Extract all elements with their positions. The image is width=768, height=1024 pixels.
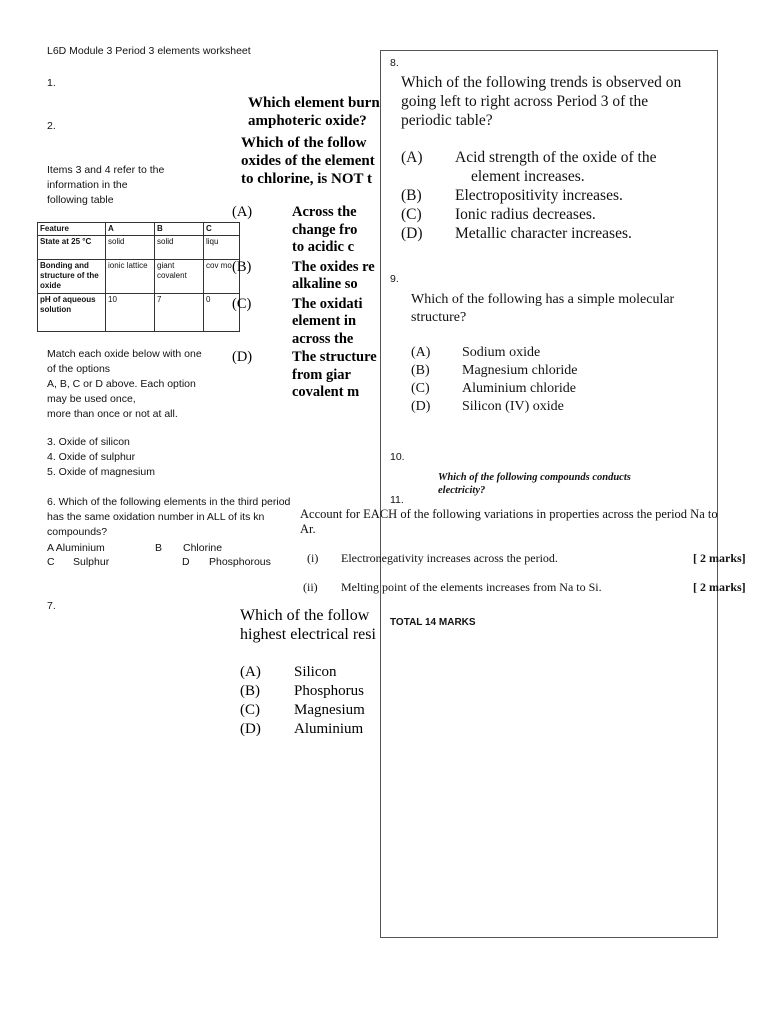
option-line: Ionic radius decreases. (455, 206, 596, 223)
table-header-row (38, 223, 240, 236)
option-letter: (B) (411, 363, 430, 378)
right-panel (380, 50, 718, 938)
q11-part-i-marks: [ 2 marks] (693, 551, 746, 565)
option-letter: (C) (232, 295, 252, 312)
q9-options (411, 344, 577, 416)
option-text: Phosphorus (294, 683, 365, 699)
option-text: Aluminium (294, 721, 364, 737)
option-letter: (A) (240, 664, 261, 680)
oxide-item: 5. Oxide of magnesium (47, 466, 155, 478)
oxide-list (47, 435, 155, 480)
question-7-number: 7. (47, 600, 56, 612)
table-row (38, 294, 240, 332)
items-intro-line: information in the (47, 179, 128, 191)
table-row (38, 260, 240, 294)
match-instructions (47, 347, 237, 422)
q6-line: has the same oxidation number in ALL of its kn (47, 511, 265, 523)
table-header-cell: A (106, 223, 155, 236)
oxide-item: 4. Oxide of sulphur (47, 451, 136, 463)
scan-q7-option (240, 701, 365, 720)
option-line: The oxides re (292, 258, 375, 275)
q10-stem (438, 471, 631, 497)
feature-table (37, 222, 240, 332)
option-text: Magnesium (294, 702, 365, 718)
q8-option-d (401, 224, 713, 243)
match-line: Match each oxide below with one (47, 348, 202, 360)
q8-line: going left to right across Period 3 of the (401, 93, 649, 110)
scan-q7-line: Which of the follow (240, 607, 370, 624)
q11-stem (300, 507, 766, 537)
q9-stem (411, 291, 711, 327)
scan-q2-line: Which of the follow (241, 135, 367, 151)
q6-option-a: A Aluminium (47, 542, 105, 554)
question-10-number: 10. (390, 451, 405, 463)
items-intro (47, 163, 237, 208)
question-6-stem (47, 495, 290, 540)
table-cell: Bonding and structure of the oxide (38, 260, 106, 294)
items-intro-line: following table (47, 194, 114, 206)
option-letter: (B) (240, 683, 260, 699)
q6-option-c-letter: C (47, 556, 55, 568)
option-letter: (A) (232, 204, 253, 220)
table-cell: liqu (204, 236, 240, 260)
option-letter: (D) (240, 721, 261, 737)
table-cell: cov mo (204, 260, 240, 294)
q8-option-c (401, 205, 713, 224)
scan-q2-stem (241, 134, 375, 188)
question-1-number: 1. (47, 77, 56, 89)
q9-option (411, 344, 577, 362)
option-line: element in (292, 313, 357, 329)
table-cell: 7 (155, 294, 204, 332)
scan-q2-option-c (232, 296, 380, 349)
scan-q7-option (240, 720, 365, 739)
q8-stem (401, 73, 713, 130)
scan-q1-line: amphoteric oxide? (248, 113, 367, 129)
question-2-number: 2. (47, 120, 56, 132)
q8-option-a (401, 148, 713, 186)
option-letter: (C) (411, 381, 430, 396)
total-marks: TOTAL 14 MARKS (390, 617, 476, 628)
option-text: Silicon (IV) oxide (462, 399, 564, 414)
table-cell: State at 25 °C (38, 236, 106, 260)
q11-part-i-number: (i) (307, 551, 319, 565)
q11-part-ii-text: Melting point of the elements increases from Na to Si. (341, 580, 602, 594)
scan-q2-option-a (232, 204, 380, 257)
q11-line: Account for EACH of the following variations in properties across the period Na to (300, 507, 718, 521)
q8-options (401, 148, 713, 243)
table-cell: giant covalent (155, 260, 204, 294)
q8-line: Which of the following trends is observed on (401, 74, 682, 91)
q6-option-d-letter: D (182, 556, 190, 568)
items-intro-line: Items 3 and 4 refer to the (47, 164, 165, 176)
table-header-cell: Feature (38, 223, 106, 236)
scan-q2-line: to chlorine, is NOT t (241, 171, 372, 187)
q6-line: compounds? (47, 526, 108, 538)
table-cell: solid (106, 236, 155, 260)
option-text: Sodium oxide (462, 345, 541, 360)
option-text: Silicon (294, 664, 337, 680)
option-letter: (C) (401, 206, 422, 223)
option-line: change fro (292, 221, 358, 238)
table-cell: pH of aqueous solution (38, 294, 106, 332)
option-line: to acidic c (292, 239, 355, 255)
q10-line: Which of the following compounds conducts (438, 472, 631, 483)
table-cell: 0 (204, 294, 240, 332)
q6-option-c: Sulphur (73, 556, 110, 568)
table-header-cell: B (155, 223, 204, 236)
oxide-item: 3. Oxide of silicon (47, 436, 130, 448)
scan-q1 (248, 94, 380, 130)
question-9-number: 9. (390, 273, 399, 285)
option-line: Across the (292, 204, 357, 220)
option-line: alkaline so (292, 276, 358, 292)
q8-line: periodic table? (401, 112, 493, 129)
question-11-number: 11. (390, 494, 404, 506)
scan-q2-options (232, 204, 380, 402)
scan-q7-line: highest electrical resi (240, 626, 376, 643)
scan-q1-line: Which element burn (248, 95, 380, 111)
match-line: more than once or not at all. (47, 408, 178, 420)
option-letter: (D) (232, 349, 253, 365)
scan-q2-option-d (232, 349, 380, 402)
option-line: from giar (292, 366, 351, 383)
q6-option-b: Chlorine (183, 542, 223, 554)
q11-part-ii-marks: [ 2 marks] (693, 580, 746, 594)
worksheet-title: L6D Module 3 Period 3 elements worksheet (47, 45, 251, 57)
option-line: Metallic character increases. (455, 225, 632, 242)
option-line: The oxidati (292, 295, 363, 312)
option-letter: (B) (232, 258, 252, 275)
q6-option-d: Phosphorous (209, 556, 271, 568)
table-header-cell: C (204, 223, 240, 236)
question-8-number: 8. (390, 57, 399, 69)
scan-q2-option-b (232, 259, 380, 294)
q8-option-b (401, 186, 713, 205)
option-line: across the (292, 330, 354, 347)
table-cell: 10 (106, 294, 155, 332)
option-text: Magnesium chloride (462, 363, 578, 378)
option-text: Aluminium chloride (462, 381, 576, 396)
scan-q7-stem (240, 606, 380, 644)
option-line: Electropositivity increases. (455, 187, 623, 204)
option-letter: (A) (411, 345, 431, 360)
q9-option (411, 380, 577, 398)
q9-option (411, 398, 577, 416)
option-letter: (A) (401, 149, 423, 166)
option-letter: (D) (411, 399, 431, 414)
table-cell: solid (155, 236, 204, 260)
option-letter: (B) (401, 187, 422, 204)
scan-q7-option (240, 682, 365, 701)
option-letter: (D) (401, 225, 423, 242)
scan-q7-option (240, 663, 365, 682)
q6-line: 6. Which of the following elements in the third period (47, 496, 291, 508)
scan-q2-line: oxides of the element (241, 153, 375, 169)
q11-part-i-text: Electronegativity increases across the period. (341, 551, 558, 565)
match-line: of the options (47, 363, 111, 375)
option-line: The structure (292, 349, 377, 365)
q11-part-ii-number: (ii) (303, 580, 318, 594)
q9-line: Which of the following has a simple molecular (411, 292, 675, 307)
match-line: A, B, C or D above. Each option (47, 378, 196, 390)
q9-option (411, 362, 577, 380)
option-line: element increases. (471, 168, 585, 185)
q10-line: electricity? (438, 485, 486, 496)
option-letter: (C) (240, 702, 260, 718)
q9-line: structure? (411, 310, 467, 325)
option-line: Acid strength of the oxide of the (455, 149, 657, 166)
q11-line: Ar. (300, 522, 316, 536)
option-line: covalent m (292, 384, 360, 400)
table-cell: ionic lattice (106, 260, 155, 294)
scan-q7-options (240, 663, 365, 739)
match-line: may be used once, (47, 393, 136, 405)
q6-option-b-letter: B (155, 542, 163, 554)
table-row (38, 236, 240, 260)
